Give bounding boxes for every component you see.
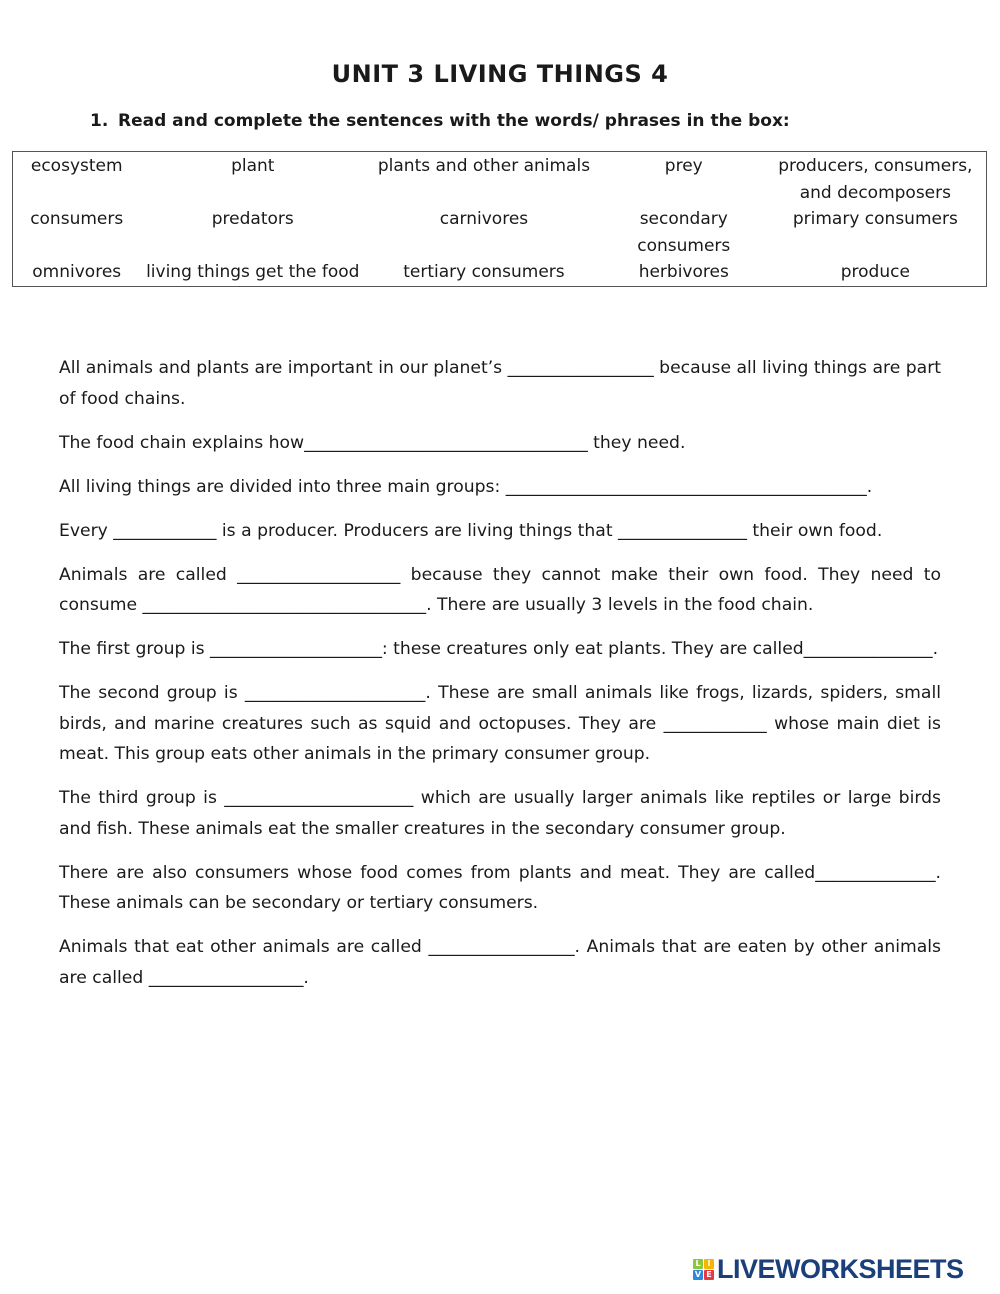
word-box-row: [13, 259, 987, 286]
word-box-cell: predators: [211, 209, 294, 229]
word-box-cell: ecosystem: [30, 156, 123, 176]
word-box-cell: produce: [840, 262, 910, 282]
logo-tiles-icon: [693, 1259, 714, 1280]
instruction-text: Read and complete the sentences with the words/ phrases in the box:: [118, 111, 790, 131]
word-box-cell: plants and other animals: [377, 156, 591, 176]
liveworksheets-logo: [693, 1254, 964, 1285]
word-box: [12, 151, 987, 287]
sentence-paragraph: The third group is ______________________ which are usually larger animals like reptiles or large birds and fish. These animals eat the smaller creatures in the secondary consumer group.: [59, 788, 941, 839]
sentences: [59, 353, 941, 1007]
sentence-paragraph: All living things are divided into three main groups: __________________________________________.: [59, 476, 873, 497]
instruction-number: 1.: [90, 111, 109, 131]
sentence-paragraph: There are also consumers whose food comes from plants and meat. They are called______________. These animals can be secondary or tertiary consumers.: [59, 862, 941, 913]
worksheet-title: UNIT 3 LIVING THINGS 4: [331, 60, 669, 88]
word-box-cell: producers, consumers, and decomposers: [778, 156, 973, 203]
word-box-cell: herbivores: [638, 262, 729, 282]
logo-tile: V: [694, 1270, 702, 1279]
word-box-cell: living things get the food: [146, 262, 360, 282]
word-box-cell: primary consumers: [792, 209, 958, 229]
word-box-cell: plant: [231, 156, 275, 176]
word-box-row: [13, 152, 987, 207]
sentence-paragraph: Animals are called ___________________ because they cannot make their own food. They need to consume _________________________________. There are usually 3 levels in the food chain.: [59, 564, 941, 615]
sentence-paragraph: Animals that eat other animals are called _________________. Animals that are eaten by other animals are called __________________.: [59, 937, 941, 988]
logo-tile: E: [704, 1270, 714, 1280]
logo-text: LIVEWORKSHEETS: [717, 1254, 964, 1284]
sentence-paragraph: The second group is _____________________. These are small animals like frogs, lizards, spiders, small birds, and marine creatures such as squid and octopuses. They are ____________ whose main diet is meat. This group eats other animals in the primary consumer group.: [59, 683, 941, 764]
word-box-cell: carnivores: [439, 209, 529, 229]
word-box-row: [13, 206, 987, 259]
sentence-paragraph: Every ____________ is a producer. Producers are living things that _______________ their own food.: [59, 520, 883, 541]
instruction: [90, 111, 790, 131]
logo-tile: L: [693, 1259, 703, 1269]
word-box-cell: prey: [664, 156, 703, 176]
word-box-cell: consumers: [30, 209, 124, 229]
word-box-cell: omnivores: [32, 262, 122, 282]
word-box-cell: secondary consumers: [637, 209, 731, 256]
logo-tile: I: [704, 1259, 714, 1269]
sentence-paragraph: All animals and plants are important in our planet’s _________________ because all living things are part of food chains.: [59, 358, 941, 409]
sentence-paragraph: The first group is ____________________: these creatures only eat plants. They are called_______________.: [59, 639, 939, 659]
sentence-paragraph: The food chain explains how_________________________________ they need.: [59, 432, 686, 453]
word-box-cell: tertiary consumers: [403, 262, 565, 282]
